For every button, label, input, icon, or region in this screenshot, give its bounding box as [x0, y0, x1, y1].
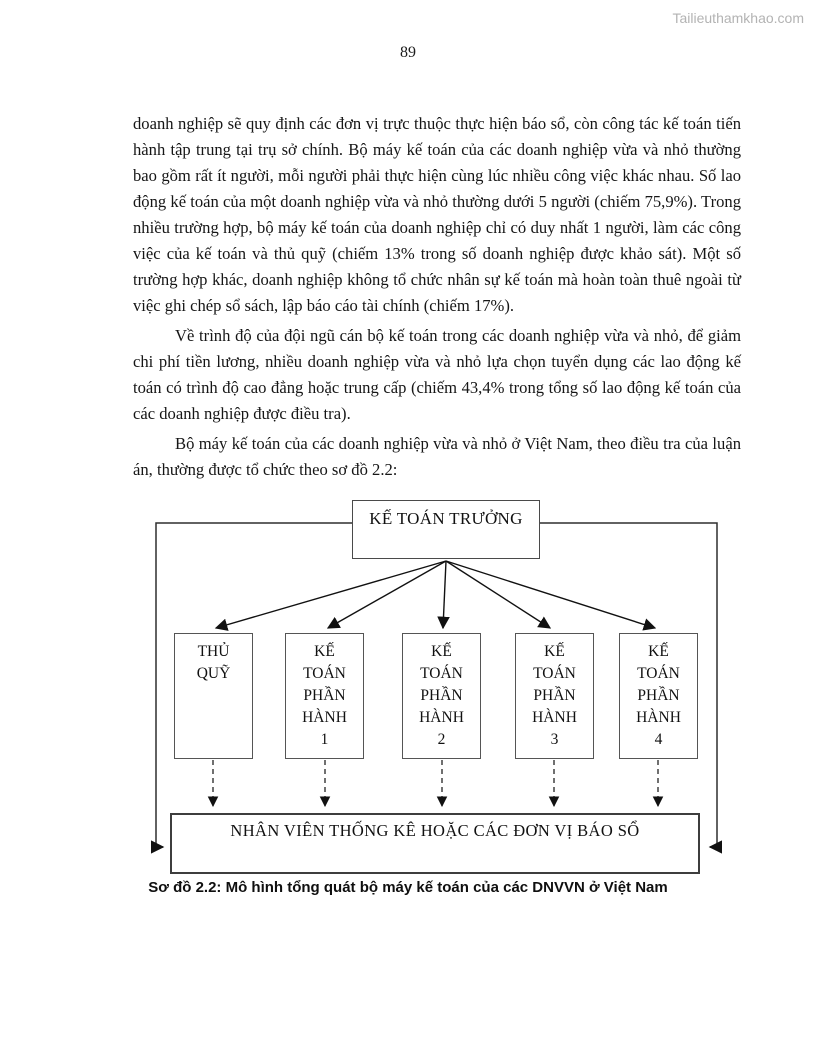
paragraph-1: doanh nghiệp sẽ quy định các đơn vị trực thuộc thực hiện báo sổ, còn công tác kế toán tiến hành tập trung tại trụ sở chính. Bộ máy kế toán của các doanh nghiệp vừa và nhỏ thường bao gồm rất ít người, mỗi người phải thực hiện cùng lúc nhiều công việc khác nhau. Số lao động kế toán của một doanh nghiệp vừa và nhỏ thường dưới 5 người (chiếm 75,9%). Trong nhiều trường hợp, bộ máy kế toán của doanh nghiệp chỉ có duy nhất 1 người, làm các công việc của kế toán và thủ quỹ (chiếm 13% trong số doanh nghiệp được khảo sát). Một số trường hợp khác, doanh nghiệp không tổ chức nhân sự kế toán mà hoàn toàn thuê ngoài từ việc ghi chép sổ sách, lập báo cáo tài chính (chiếm 17%). — [133, 114, 741, 315]
fan-arrow-3 — [443, 561, 446, 628]
paragraph-2: Về trình độ của đội ngũ cán bộ kế toán trong các doanh nghiệp vừa và nhỏ, để giảm chi phí tiền lương, nhiều doanh nghiệp vừa và nhỏ lựa chọn tuyển dụng các lao động kế toán có trình độ cao đẳng hoặc trung cấp (chiếm 43,4% trong tổng số lao động kế toán của các doanh nghiệp được điều tra). — [133, 326, 741, 423]
diagram-box-section-accountant-4: KẾ TOÁN PHẦN HÀNH 4 — [619, 633, 698, 759]
fan-arrow-5 — [446, 561, 655, 628]
diagram-box-statistics-staff: NHÂN VIÊN THỐNG KÊ HOẶC CÁC ĐƠN VỊ BÁO SỔ — [170, 813, 700, 874]
fan-arrow-4 — [446, 561, 550, 628]
diagram-box-section-accountant-1: KẾ TOÁN PHẦN HÀNH 1 — [285, 633, 364, 759]
paragraph-3: Bộ máy kế toán của các doanh nghiệp vừa và nhỏ ở Việt Nam, theo điều tra của luận án, thường được tổ chức theo sơ đồ 2.2: — [133, 434, 741, 479]
diagram-box-cashier: THỦ QUỸ — [174, 633, 253, 759]
diagram-box-section-accountant-3: KẾ TOÁN PHẦN HÀNH 3 — [515, 633, 594, 759]
diagram-caption: Sơ đồ 2.2: Mô hình tổng quát bộ máy kế toán của các DNVVN ở Việt Nam — [148, 879, 668, 896]
fan-arrow-2 — [328, 561, 446, 628]
diagram-box-chief-accountant: KẾ TOÁN TRƯỞNG — [352, 500, 540, 559]
watermark: Tailieuthamkhao.com — [672, 10, 804, 26]
page-number: 89 — [400, 44, 416, 61]
fan-arrow-1 — [216, 561, 446, 628]
diagram-box-section-accountant-2: KẾ TOÁN PHẦN HÀNH 2 — [402, 633, 481, 759]
body-text — [133, 111, 741, 483]
